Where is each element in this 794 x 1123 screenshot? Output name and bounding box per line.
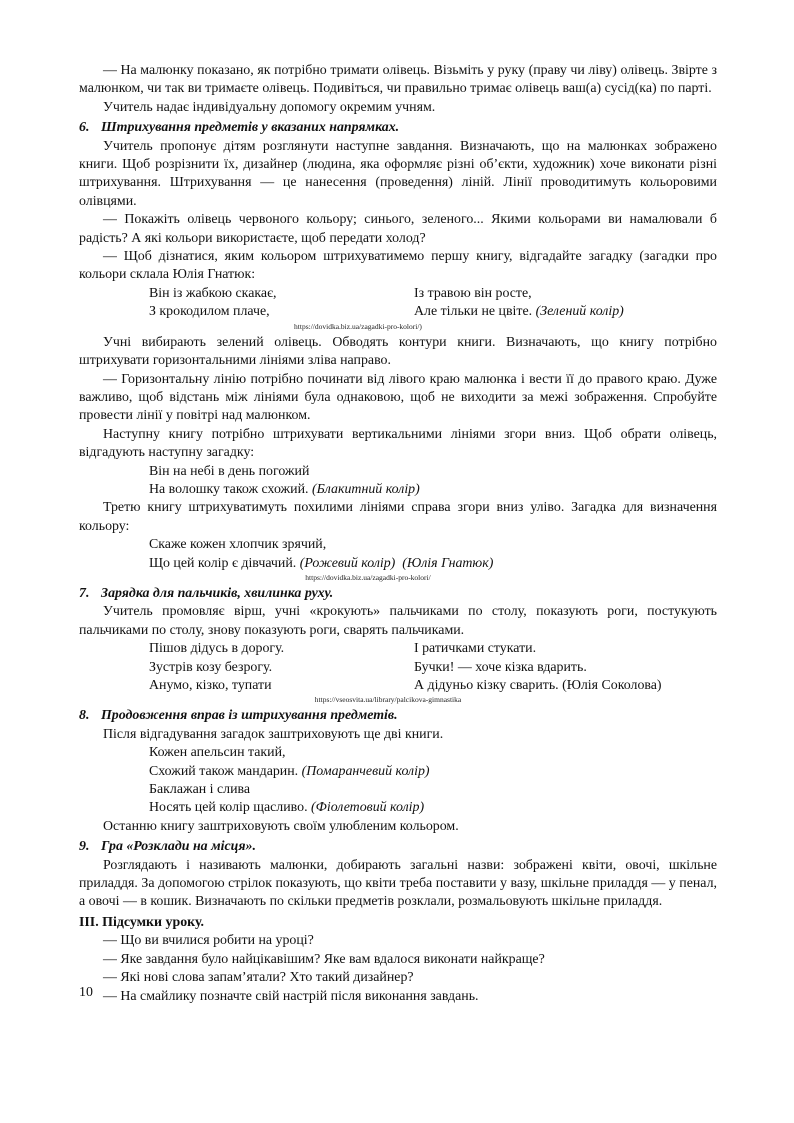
riddle-3-line-2: Що цей колір є дівчачий. xyxy=(149,555,297,571)
section-6-paragraph-6: Наступну книгу потрібно штрихувати вертикальними лініями згори вниз. Щоб обрати олівець, відгадують наступну загадку: xyxy=(79,426,717,461)
intro-paragraph: — На малюнку показано, як потрібно тримати олівець. Візьміть у руку (праву чи ліву) олівець. Звірте з малюнком, чи так ви тримаєте олівець. Подивіться, чи правильно тримає олівець ваш(а) сусід(ка) по парті. xyxy=(79,63,717,97)
summary-question-1: — Що ви вчилися робити на уроці? xyxy=(103,933,314,949)
help-paragraph: Учитель надає індивідуальну допомогу окремим учням. xyxy=(103,99,436,115)
section-8-paragraph-2: Останню книгу заштриховують своїм улюбленим кольором. xyxy=(103,818,459,834)
riddle-4-line-2: Схожий також мандарин. xyxy=(149,763,299,779)
riddle-1 xyxy=(79,285,717,322)
finger-poem-left-line-1: Пішов дідусь в дорогу. xyxy=(149,641,285,657)
riddle-1-left-line-2: З крокодилом плаче, xyxy=(149,304,270,320)
section-8-number: 8. xyxy=(79,708,90,724)
riddle-3-source-url: https://dovidka.biz.ua/zagadki-pro-kolori/ xyxy=(305,572,431,582)
section-8-heading xyxy=(79,707,717,725)
riddle-3-answer: (Рожевий колір) xyxy=(299,555,396,571)
riddle-5-line-2: Носять цей колір щасливо. xyxy=(149,800,308,816)
section-7-paragraph-1: Учитель промовляє вірш, учні «крокують» пальчиками по столу, показують роги, постукують пальчиками по столу, знову показують роги, сварять пальчиками. xyxy=(79,604,717,638)
summary-question-3: — Які нові слова запам’ятали? Хто такий дизайнер? xyxy=(103,970,414,986)
section-6-paragraph-7: Третю книгу штрихуватимуть похилими лініями справа згори вниз уліво. Загадка для визначення кольору: xyxy=(79,500,717,534)
finger-poem-right-line-1: І ратичками стукати. xyxy=(414,641,537,657)
riddle-2-line-1: Він на небі в день погожий xyxy=(149,463,310,479)
section-6-number: 6. xyxy=(79,120,90,136)
section-7-heading xyxy=(79,585,717,603)
section-6-paragraph-4: Учні вибирають зелений олівець. Обводять контури книги. Визначають, що книгу потрібно штрихувати горизонтальними лініями зліва направо. xyxy=(79,334,717,369)
riddle-5-answer: (Фіолетовий колір) xyxy=(311,800,425,816)
section-7-title: Зарядка для пальчиків, хвилинка руху. xyxy=(101,585,334,601)
summary-question-4: — На смайлику позначте свій настрій після виконання завдань. xyxy=(103,988,479,1004)
finger-poem-left-line-2: Зустрів козу безрогу. xyxy=(149,659,273,675)
riddle-1-right-line-2: Але тільки не цвіте. xyxy=(414,304,533,320)
summary-heading: ІІІ. Підсумки уроку. xyxy=(79,914,204,930)
riddle-1-answer: (Зелений колір) xyxy=(535,304,624,320)
section-9-heading xyxy=(79,838,717,856)
riddle-1-left-line-1: Він із жабкою скакає, xyxy=(149,285,277,301)
page-body xyxy=(79,62,717,1006)
finger-poem-left-line-3: Анумо, кізко, тупати xyxy=(149,678,272,693)
finger-poem-right-line-2: Бучки! — хоче кізка вдарить. xyxy=(414,659,587,675)
riddle-3 xyxy=(79,536,717,573)
riddle-2 xyxy=(79,463,717,500)
riddle-4-answer: (Помаранчевий колір) xyxy=(301,763,430,779)
riddle-1-source-url: https://dovidka.biz.ua/zagadki-pro-kolori/) xyxy=(294,321,422,331)
section-8-paragraph-1: Після відгадування загадок заштриховують ще дві книги. xyxy=(103,726,444,742)
section-9-paragraph-1: Розглядають і називають малюнки, добирають загальні назви: зображені квіти, овочі, шкільне приладдя. За допомогою стрілок показують, що квіти треба поставити у вазу, шкільне приладдя — у пенал, а овочі — в кошик. Визначають по скільки предметів розклали, розмальовують шкільне приладдя. xyxy=(79,857,717,910)
summary-question-2: — Яке завдання було найцікавішим? Яке вам вдалося виконати найкраще? xyxy=(103,951,545,967)
riddle-4 xyxy=(79,744,717,781)
riddle-3-line-1: Скаже кожен хлопчик зрячий, xyxy=(149,537,327,553)
riddle-4-line-1: Кожен апельсин такий, xyxy=(149,745,286,761)
section-6-paragraph-5: — Горизонтальну лінію потрібно починати від лівого краю малюнка і вести її до правого краю. Дуже важливо, щоб відстань між лініями була однаковою, щоб не виходити за межі зображення. Спробуйте провести лінії у повітрі над малюнком. xyxy=(79,371,717,424)
section-6-paragraph-1: Учитель пропонує дітям розглянути наступне завдання. Визначають, що на малюнках зображено книги. Щоб розрізнити їх, дизайнер (людина, яка оформляє різні об’єкти, художник) хоче виконати різні штрихування. Штрихування — це нанесення (проведення) ліній. Лінії проводитимуть кольоровими олівцями. xyxy=(79,138,717,209)
section-7-number: 7. xyxy=(79,585,90,601)
riddle-5 xyxy=(79,781,717,818)
section-6-heading xyxy=(79,119,717,137)
section-8-title: Продовження вправ із штрихування предметів. xyxy=(101,708,398,724)
riddle-3-author: (Юлія Гнатюк) xyxy=(402,555,494,571)
section-6-paragraph-2: — Покажіть олівець червоного кольору; синього, зеленого... Якими кольорами ви намалювали б радість? А які кольори використаєте, щоб передати холод? xyxy=(79,212,717,246)
finger-poem-source-url: https://vseosvita.ua/library/palcikova-gimnastika xyxy=(314,695,462,705)
riddle-2-line-2: На волошку також схожий. xyxy=(149,481,309,497)
riddle-2-answer: (Блакитний колір) xyxy=(311,481,420,497)
section-6-paragraph-3: — Щоб дізнатися, яким кольором штрихуватимемо першу книгу, відгадайте загадку (загадки про кольори склала Юлія Гнатюк: xyxy=(79,249,717,283)
finger-poem-right-line-3: А дідуньо кізку сварить. (Юлія Соколова) xyxy=(414,678,662,693)
section-6-title: Штрихування предметів у вказаних напрямках. xyxy=(101,120,400,136)
riddle-1-right-line-1: Із травою він росте, xyxy=(414,285,532,301)
page-number: 10 xyxy=(79,985,93,1000)
finger-poem xyxy=(79,640,717,695)
section-9-title: Гра «Розклади на місця». xyxy=(101,839,256,855)
riddle-5-line-1: Баклажан і слива xyxy=(149,782,251,798)
section-9-number: 9. xyxy=(79,839,90,855)
